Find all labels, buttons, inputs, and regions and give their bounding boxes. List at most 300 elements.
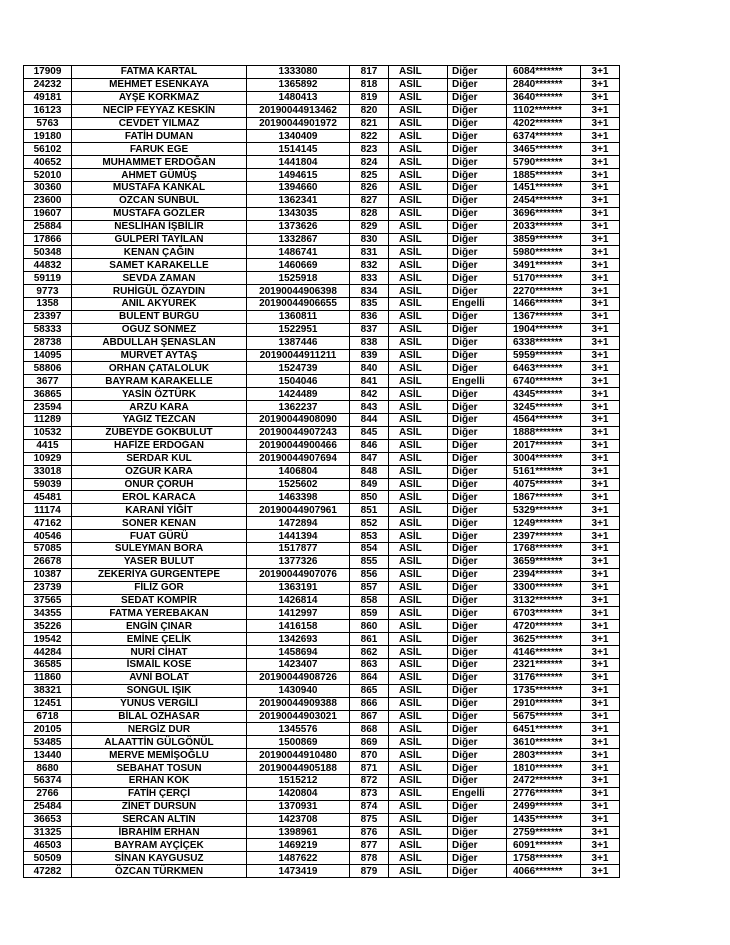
full-name-cell: BAYRAM AYÇİÇEK: [72, 839, 247, 852]
table-row: [24, 723, 620, 736]
application-no-cell: 1398961: [247, 826, 350, 839]
application-no-cell: 1362341: [247, 194, 350, 207]
masked-id-cell: 3004*******: [507, 452, 581, 465]
table-row: [24, 220, 620, 233]
application-no-cell: 20190044908726: [247, 671, 350, 684]
status-cell: ASİL: [389, 439, 448, 452]
status-cell: ASİL: [389, 401, 448, 414]
status-cell: ASİL: [389, 736, 448, 749]
room-type-cell: 3+1: [581, 594, 620, 607]
room-type-cell: 3+1: [581, 452, 620, 465]
status-cell: ASİL: [389, 594, 448, 607]
status-cell: ASİL: [389, 78, 448, 91]
room-type-cell: 3+1: [581, 285, 620, 298]
masked-id-cell: 1735*******: [507, 684, 581, 697]
full-name-cell: NECİP FEYYAZ KESKİN: [72, 104, 247, 117]
room-type-cell: 3+1: [581, 117, 620, 130]
row-no-cell: 37565: [24, 594, 72, 607]
rank-cell: 837: [350, 323, 389, 336]
room-type-cell: 3+1: [581, 323, 620, 336]
row-no-cell: 23397: [24, 310, 72, 323]
rank-cell: 858: [350, 594, 389, 607]
category-cell: Diğer: [448, 581, 507, 594]
full-name-cell: EROL KARACA: [72, 491, 247, 504]
room-type-cell: 3+1: [581, 723, 620, 736]
row-no-cell: 19542: [24, 633, 72, 646]
room-type-cell: 3+1: [581, 310, 620, 323]
row-no-cell: 4415: [24, 439, 72, 452]
rank-cell: 822: [350, 130, 389, 143]
application-no-cell: 1333080: [247, 66, 350, 79]
room-type-cell: 3+1: [581, 207, 620, 220]
category-cell: Diğer: [448, 826, 507, 839]
status-cell: ASİL: [389, 272, 448, 285]
rank-cell: 856: [350, 568, 389, 581]
table-row: [24, 658, 620, 671]
full-name-cell: SERCAN ALTIN: [72, 813, 247, 826]
masked-id-cell: 3491*******: [507, 259, 581, 272]
status-cell: ASİL: [389, 826, 448, 839]
masked-id-cell: 1249*******: [507, 517, 581, 530]
application-no-cell: 1365892: [247, 78, 350, 91]
category-cell: Diğer: [448, 169, 507, 182]
status-cell: ASİL: [389, 194, 448, 207]
status-cell: ASİL: [389, 182, 448, 195]
full-name-cell: SONER KENAN: [72, 517, 247, 530]
rank-cell: 849: [350, 478, 389, 491]
status-cell: ASİL: [389, 568, 448, 581]
room-type-cell: 3+1: [581, 517, 620, 530]
table-row: [24, 323, 620, 336]
application-no-cell: 1487622: [247, 852, 350, 865]
application-no-cell: 20190044907243: [247, 426, 350, 439]
table-row: [24, 310, 620, 323]
category-cell: Diğer: [448, 426, 507, 439]
category-cell: Diğer: [448, 401, 507, 414]
application-no-cell: 1494615: [247, 169, 350, 182]
rank-cell: 847: [350, 452, 389, 465]
category-cell: Diğer: [448, 285, 507, 298]
masked-id-cell: 1904*******: [507, 323, 581, 336]
room-type-cell: 3+1: [581, 91, 620, 104]
full-name-cell: ARZU KARA: [72, 401, 247, 414]
room-type-cell: 3+1: [581, 581, 620, 594]
table-row: [24, 542, 620, 555]
status-cell: ASİL: [389, 336, 448, 349]
rank-cell: 854: [350, 542, 389, 555]
full-name-cell: ORHAN ÇATALOLUK: [72, 362, 247, 375]
rank-cell: 855: [350, 555, 389, 568]
table-row: [24, 774, 620, 787]
room-type-cell: 3+1: [581, 555, 620, 568]
table-row: [24, 620, 620, 633]
application-no-cell: 1486741: [247, 246, 350, 259]
full-name-cell: EMİNE ÇELİK: [72, 633, 247, 646]
masked-id-cell: 4146*******: [507, 646, 581, 659]
rank-cell: 850: [350, 491, 389, 504]
full-name-cell: ONUR ÇORUH: [72, 478, 247, 491]
row-no-cell: 38321: [24, 684, 72, 697]
row-no-cell: 13440: [24, 749, 72, 762]
application-no-cell: 1524739: [247, 362, 350, 375]
room-type-cell: 3+1: [581, 671, 620, 684]
room-type-cell: 3+1: [581, 439, 620, 452]
full-name-cell: BİLAL ÖZHASAR: [72, 710, 247, 723]
full-name-cell: ANIL AKYÜREK: [72, 298, 247, 311]
masked-id-cell: 3300*******: [507, 581, 581, 594]
status-cell: ASİL: [389, 787, 448, 800]
masked-id-cell: 6091*******: [507, 839, 581, 852]
masked-id-cell: 2472*******: [507, 774, 581, 787]
row-no-cell: 12451: [24, 697, 72, 710]
masked-id-cell: 2321*******: [507, 658, 581, 671]
status-cell: ASİL: [389, 169, 448, 182]
table-row: [24, 169, 620, 182]
table-row: [24, 426, 620, 439]
application-no-cell: 1387446: [247, 336, 350, 349]
category-cell: Engelli: [448, 375, 507, 388]
table-row: [24, 143, 620, 156]
masked-id-cell: 3245*******: [507, 401, 581, 414]
category-cell: Diğer: [448, 156, 507, 169]
status-cell: ASİL: [389, 452, 448, 465]
application-no-cell: 20190044903021: [247, 710, 350, 723]
table-row: [24, 336, 620, 349]
table-row: [24, 684, 620, 697]
masked-id-cell: 4564*******: [507, 414, 581, 427]
table-row: [24, 259, 620, 272]
status-cell: ASİL: [389, 375, 448, 388]
category-cell: Diğer: [448, 542, 507, 555]
application-no-cell: 1441804: [247, 156, 350, 169]
status-cell: ASİL: [389, 839, 448, 852]
category-cell: Diğer: [448, 555, 507, 568]
status-cell: ASİL: [389, 530, 448, 543]
category-cell: Diğer: [448, 504, 507, 517]
category-cell: Diğer: [448, 736, 507, 749]
table-row: [24, 504, 620, 517]
table-row: [24, 285, 620, 298]
table-row: [24, 646, 620, 659]
category-cell: Diğer: [448, 117, 507, 130]
rank-cell: 831: [350, 246, 389, 259]
application-no-cell: 1472894: [247, 517, 350, 530]
row-no-cell: 17866: [24, 233, 72, 246]
rank-cell: 873: [350, 787, 389, 800]
application-no-cell: 1360811: [247, 310, 350, 323]
application-no-cell: 1412997: [247, 607, 350, 620]
row-no-cell: 19607: [24, 207, 72, 220]
row-no-cell: 44832: [24, 259, 72, 272]
status-cell: ASİL: [389, 478, 448, 491]
category-cell: Diğer: [448, 465, 507, 478]
room-type-cell: 3+1: [581, 633, 620, 646]
row-no-cell: 14095: [24, 349, 72, 362]
table-row: [24, 865, 620, 878]
room-type-cell: 3+1: [581, 478, 620, 491]
status-cell: ASİL: [389, 607, 448, 620]
masked-id-cell: 4066*******: [507, 865, 581, 878]
application-no-cell: 20190044907694: [247, 452, 350, 465]
table-row: [24, 401, 620, 414]
full-name-cell: ZİNET DURSUN: [72, 800, 247, 813]
application-no-cell: 20190044911211: [247, 349, 350, 362]
masked-id-cell: 4720*******: [507, 620, 581, 633]
category-cell: Engelli: [448, 298, 507, 311]
full-name-cell: FİLİZ GÖR: [72, 581, 247, 594]
category-cell: Diğer: [448, 684, 507, 697]
room-type-cell: 3+1: [581, 542, 620, 555]
full-name-cell: RUHİGÜL ÖZAYDIN: [72, 285, 247, 298]
room-type-cell: 3+1: [581, 465, 620, 478]
category-cell: Diğer: [448, 272, 507, 285]
masked-id-cell: 1888*******: [507, 426, 581, 439]
status-cell: ASİL: [389, 323, 448, 336]
rank-cell: 863: [350, 658, 389, 671]
category-cell: Diğer: [448, 517, 507, 530]
full-name-cell: ZÜBEYDE GÖKBULUT: [72, 426, 247, 439]
category-cell: Diğer: [448, 130, 507, 143]
status-cell: ASİL: [389, 207, 448, 220]
table-row: [24, 671, 620, 684]
results-table: [23, 65, 620, 878]
full-name-cell: FATİH DUMAN: [72, 130, 247, 143]
row-no-cell: 40546: [24, 530, 72, 543]
category-cell: Diğer: [448, 336, 507, 349]
status-cell: ASİL: [389, 285, 448, 298]
category-cell: Diğer: [448, 723, 507, 736]
status-cell: ASİL: [389, 671, 448, 684]
status-cell: ASİL: [389, 91, 448, 104]
application-no-cell: 1463398: [247, 491, 350, 504]
rank-cell: 834: [350, 285, 389, 298]
status-cell: ASİL: [389, 813, 448, 826]
full-name-cell: ÖZCAN SÜNBÜL: [72, 194, 247, 207]
rank-cell: 867: [350, 710, 389, 723]
full-name-cell: İBRAHİM ERHAN: [72, 826, 247, 839]
category-cell: Diğer: [448, 310, 507, 323]
row-no-cell: 47282: [24, 865, 72, 878]
masked-id-cell: 1885*******: [507, 169, 581, 182]
room-type-cell: 3+1: [581, 658, 620, 671]
room-type-cell: 3+1: [581, 259, 620, 272]
application-no-cell: 1423708: [247, 813, 350, 826]
row-no-cell: 25484: [24, 800, 72, 813]
full-name-cell: FATİH ÇERÇİ: [72, 787, 247, 800]
masked-id-cell: 2033*******: [507, 220, 581, 233]
full-name-cell: ÖZGÜR KARA: [72, 465, 247, 478]
application-no-cell: 20190044906398: [247, 285, 350, 298]
row-no-cell: 59039: [24, 478, 72, 491]
masked-id-cell: 3610*******: [507, 736, 581, 749]
table-row: [24, 852, 620, 865]
full-name-cell: SİNAN KAYGUSUZ: [72, 852, 247, 865]
room-type-cell: 3+1: [581, 684, 620, 697]
table-row: [24, 710, 620, 723]
rank-cell: 828: [350, 207, 389, 220]
application-no-cell: 1423407: [247, 658, 350, 671]
table-row: [24, 362, 620, 375]
masked-id-cell: 1867*******: [507, 491, 581, 504]
row-no-cell: 9773: [24, 285, 72, 298]
masked-id-cell: 6374*******: [507, 130, 581, 143]
category-cell: Diğer: [448, 530, 507, 543]
room-type-cell: 3+1: [581, 568, 620, 581]
row-no-cell: 30360: [24, 182, 72, 195]
row-no-cell: 53485: [24, 736, 72, 749]
application-no-cell: 20190044901972: [247, 117, 350, 130]
row-no-cell: 56374: [24, 774, 72, 787]
row-no-cell: 58806: [24, 362, 72, 375]
application-no-cell: 1458694: [247, 646, 350, 659]
rank-cell: 868: [350, 723, 389, 736]
rank-cell: 825: [350, 169, 389, 182]
masked-id-cell: 1466*******: [507, 298, 581, 311]
masked-id-cell: 6451*******: [507, 723, 581, 736]
status-cell: ASİL: [389, 426, 448, 439]
table-row: [24, 233, 620, 246]
row-no-cell: 45481: [24, 491, 72, 504]
masked-id-cell: 1102*******: [507, 104, 581, 117]
rank-cell: 862: [350, 646, 389, 659]
table-row: [24, 66, 620, 79]
application-no-cell: 1522951: [247, 323, 350, 336]
category-cell: Engelli: [448, 787, 507, 800]
room-type-cell: 3+1: [581, 194, 620, 207]
row-no-cell: 8680: [24, 762, 72, 775]
room-type-cell: 3+1: [581, 169, 620, 182]
table-row: [24, 633, 620, 646]
room-type-cell: 3+1: [581, 620, 620, 633]
application-no-cell: 1420804: [247, 787, 350, 800]
room-type-cell: 3+1: [581, 749, 620, 762]
room-type-cell: 3+1: [581, 414, 620, 427]
masked-id-cell: 2840*******: [507, 78, 581, 91]
rank-cell: 865: [350, 684, 389, 697]
category-cell: Diğer: [448, 104, 507, 117]
room-type-cell: 3+1: [581, 774, 620, 787]
row-no-cell: 1358: [24, 298, 72, 311]
status-cell: ASİL: [389, 130, 448, 143]
room-type-cell: 3+1: [581, 130, 620, 143]
row-no-cell: 19180: [24, 130, 72, 143]
application-no-cell: 1332867: [247, 233, 350, 246]
category-cell: Diğer: [448, 323, 507, 336]
application-no-cell: 1370931: [247, 800, 350, 813]
table-row: [24, 581, 620, 594]
table-row: [24, 182, 620, 195]
application-no-cell: 1430940: [247, 684, 350, 697]
status-cell: ASİL: [389, 414, 448, 427]
full-name-cell: SONGÜL IŞIK: [72, 684, 247, 697]
full-name-cell: YASER BULUT: [72, 555, 247, 568]
row-no-cell: 33018: [24, 465, 72, 478]
category-cell: Diğer: [448, 813, 507, 826]
status-cell: ASİL: [389, 362, 448, 375]
table-row: [24, 349, 620, 362]
table-row: [24, 130, 620, 143]
application-no-cell: 1441394: [247, 530, 350, 543]
row-no-cell: 44284: [24, 646, 72, 659]
table-row: [24, 530, 620, 543]
full-name-cell: ERHAN KÖK: [72, 774, 247, 787]
table-row: [24, 478, 620, 491]
masked-id-cell: 6463*******: [507, 362, 581, 375]
category-cell: Diğer: [448, 414, 507, 427]
masked-id-cell: 3696*******: [507, 207, 581, 220]
full-name-cell: ZEKERİYA GÜRGENTEPE: [72, 568, 247, 581]
rank-cell: 840: [350, 362, 389, 375]
room-type-cell: 3+1: [581, 104, 620, 117]
rank-cell: 846: [350, 439, 389, 452]
row-no-cell: 5763: [24, 117, 72, 130]
rank-cell: 864: [350, 671, 389, 684]
row-no-cell: 46503: [24, 839, 72, 852]
full-name-cell: CEVDET YILMAZ: [72, 117, 247, 130]
full-name-cell: SEDAT KOMPİR: [72, 594, 247, 607]
masked-id-cell: 3640*******: [507, 91, 581, 104]
row-no-cell: 36653: [24, 813, 72, 826]
status-cell: ASİL: [389, 143, 448, 156]
status-cell: ASİL: [389, 246, 448, 259]
rank-cell: 826: [350, 182, 389, 195]
room-type-cell: 3+1: [581, 852, 620, 865]
row-no-cell: 26678: [24, 555, 72, 568]
row-no-cell: 34355: [24, 607, 72, 620]
status-cell: ASİL: [389, 504, 448, 517]
masked-id-cell: 1367*******: [507, 310, 581, 323]
room-type-cell: 3+1: [581, 401, 620, 414]
room-type-cell: 3+1: [581, 736, 620, 749]
rank-cell: 874: [350, 800, 389, 813]
rank-cell: 845: [350, 426, 389, 439]
room-type-cell: 3+1: [581, 426, 620, 439]
application-no-cell: 1424489: [247, 388, 350, 401]
rank-cell: 829: [350, 220, 389, 233]
status-cell: ASİL: [389, 865, 448, 878]
masked-id-cell: 4345*******: [507, 388, 581, 401]
row-no-cell: 35226: [24, 620, 72, 633]
masked-id-cell: 2499*******: [507, 800, 581, 813]
full-name-cell: ABDULLAH ŞENASLAN: [72, 336, 247, 349]
status-cell: ASİL: [389, 723, 448, 736]
full-name-cell: MEHMET ESENKAYA: [72, 78, 247, 91]
category-cell: Diğer: [448, 671, 507, 684]
status-cell: ASİL: [389, 658, 448, 671]
room-type-cell: 3+1: [581, 143, 620, 156]
rank-cell: 879: [350, 865, 389, 878]
room-type-cell: 3+1: [581, 491, 620, 504]
room-type-cell: 3+1: [581, 504, 620, 517]
masked-id-cell: 3859*******: [507, 233, 581, 246]
status-cell: ASİL: [389, 555, 448, 568]
table-row: [24, 555, 620, 568]
row-no-cell: 58333: [24, 323, 72, 336]
row-no-cell: 52010: [24, 169, 72, 182]
application-no-cell: 20190044908090: [247, 414, 350, 427]
room-type-cell: 3+1: [581, 156, 620, 169]
room-type-cell: 3+1: [581, 388, 620, 401]
status-cell: ASİL: [389, 259, 448, 272]
status-cell: ASİL: [389, 310, 448, 323]
category-cell: Diğer: [448, 439, 507, 452]
category-cell: Diğer: [448, 78, 507, 91]
status-cell: ASİL: [389, 349, 448, 362]
row-no-cell: 10929: [24, 452, 72, 465]
rank-cell: 848: [350, 465, 389, 478]
status-cell: ASİL: [389, 620, 448, 633]
full-name-cell: SAMET KARAKELLE: [72, 259, 247, 272]
